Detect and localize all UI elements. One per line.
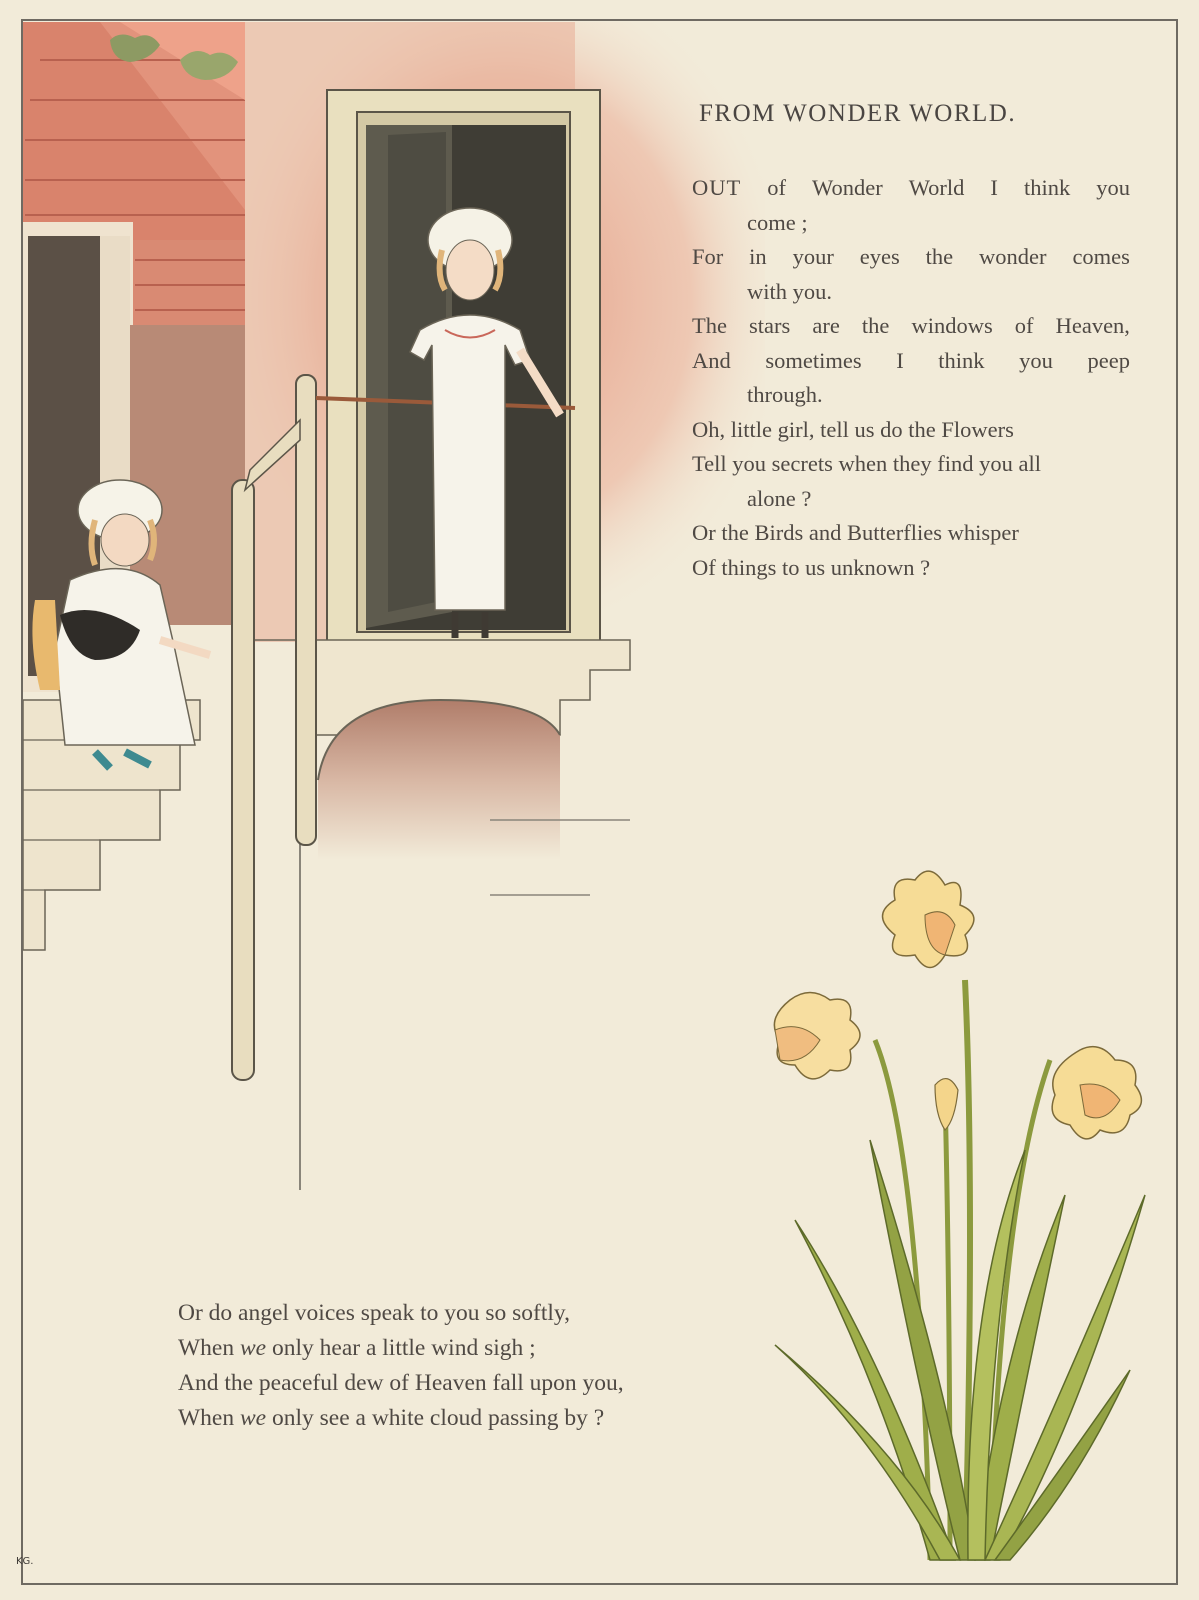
word: wonder xyxy=(979,244,1047,269)
text-segment: only hear a little wind sigh ; xyxy=(266,1335,536,1361)
artist-signature: KG. xyxy=(16,1556,34,1567)
poem-line xyxy=(692,344,1130,379)
word: sometimes xyxy=(765,347,862,373)
word: And xyxy=(692,347,731,373)
poem-line: through. xyxy=(747,382,823,407)
word: of xyxy=(1014,313,1034,338)
poem-line: with you. xyxy=(747,278,833,304)
poem-line xyxy=(692,240,1130,275)
poem-line: Or do angel voices speak to you so softly, xyxy=(178,1300,571,1326)
poem-line: Of things to us unknown ? xyxy=(692,554,931,580)
poem-line: Oh, little girl, tell us do the Flowers xyxy=(692,416,1014,442)
word: World xyxy=(908,175,965,200)
word: I xyxy=(990,175,998,200)
poem-stanza-2 xyxy=(178,1296,624,1436)
word: you xyxy=(1019,347,1053,373)
word: windows xyxy=(911,313,993,338)
word: of xyxy=(767,175,787,200)
poem-line: come ; xyxy=(747,209,808,235)
poem-line xyxy=(178,1331,624,1366)
word: the xyxy=(925,244,954,269)
word: comes xyxy=(1072,244,1130,269)
word: peep xyxy=(1087,347,1130,373)
word: Wonder xyxy=(812,175,883,200)
italic-word: we xyxy=(240,1405,267,1431)
poem-stanza-1 xyxy=(692,171,1130,585)
word: stars xyxy=(749,313,791,338)
word: The xyxy=(692,313,727,338)
text-segment: only see a white cloud passing by ? xyxy=(266,1405,605,1431)
poem-line: alone ? xyxy=(747,485,812,511)
word: Heaven, xyxy=(1055,313,1130,338)
poem-line xyxy=(178,1401,624,1436)
text-segment: When xyxy=(178,1335,240,1361)
word: OUT xyxy=(692,175,742,200)
word: in xyxy=(749,244,767,269)
poem-line xyxy=(692,309,1130,344)
poem-line: Or the Birds and Butterflies whisper xyxy=(692,520,1019,545)
poem-line: Tell you secrets when they find you all xyxy=(692,451,1041,476)
word: think xyxy=(938,347,985,373)
word: I xyxy=(896,347,904,373)
italic-word: we xyxy=(240,1335,267,1361)
text-segment: When xyxy=(178,1405,240,1431)
word: you xyxy=(1096,175,1130,200)
word: eyes xyxy=(859,244,900,269)
word: are xyxy=(812,313,840,338)
poem-title: FROM WONDER WORLD. xyxy=(699,100,1017,127)
word: your xyxy=(792,244,834,269)
word: think xyxy=(1023,175,1071,200)
word: the xyxy=(861,313,890,338)
word: For xyxy=(692,244,724,269)
poem-line: And the peaceful dew of Heaven fall upon you, xyxy=(178,1370,624,1396)
poem-line xyxy=(692,171,1130,206)
